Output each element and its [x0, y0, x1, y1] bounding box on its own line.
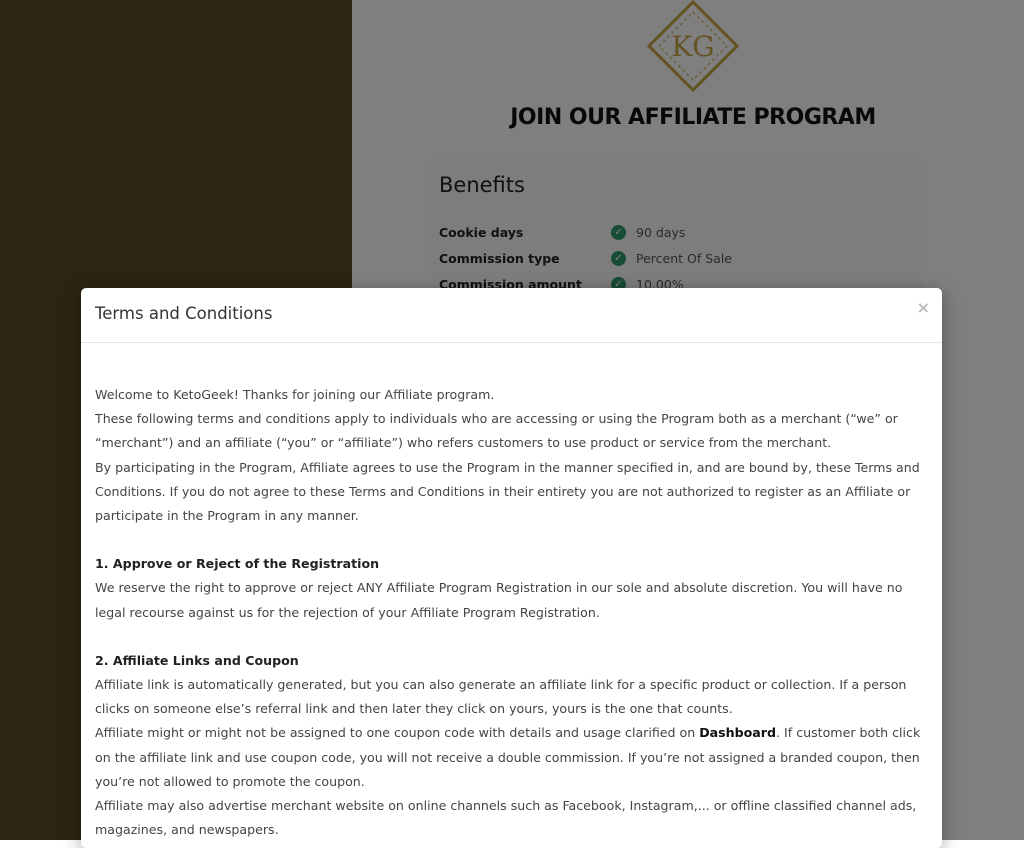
terms-paragraph: These following terms and conditions apply to individuals who are accessing or using the Program both as a merchant (“we” or “merchant”) and an affiliate (“you” or “affiliate”) who refers customers to use product or service from the merchant.: [95, 411, 898, 451]
terms-text: . If customer both click on the affiliate link and use coupon code, you will not receive a double commission. If you’re not assigned a branded coupon, then you’re not allowed to promote the coupon.: [95, 725, 921, 789]
close-icon[interactable]: ×: [916, 298, 930, 317]
modal-body: [81, 343, 942, 842]
modal-header: [81, 288, 942, 343]
terms-paragraph: By participating in the Program, Affiliate agrees to use the Program in the manner specified in, and are bound by, these Terms and Conditions. If you do not agree to these Terms and Conditions in their entirety you are not authorized to register as an Affiliate or participate in the Program in any manner.: [95, 459, 920, 524]
terms-paragraph: Affiliate may also advertise merchant website on online channels such as Facebook, Instagram,... or offline classified channel ads, magazines, and newspapers.: [95, 798, 917, 838]
terms-paragraph: We reserve the right to approve or reject ANY Affiliate Program Registration in our sole and absolute discretion. You will have no legal recourse against us for the rejection of your Affiliate Program Registration.: [95, 580, 903, 620]
terms-modal: [81, 288, 942, 848]
section-heading: 2. Affiliate Links and Coupon: [95, 652, 299, 668]
terms-paragraph: Welcome to KetoGeek! Thanks for joining our Affiliate program.: [95, 387, 495, 402]
terms-paragraph: Affiliate link is automatically generated, but you can also generate an affiliate link for a specific product or collection. If a person clicks on someone else’s referral link and then later they click on yours, yours is the one that counts.: [95, 677, 907, 717]
section-heading: 1. Approve or Reject of the Registration: [95, 556, 380, 572]
modal-title: Terms and Conditions: [95, 304, 273, 323]
terms-text: Affiliate might or might not be assigned to one coupon code with details and usage clarified on: [95, 725, 700, 741]
dashboard-link-text: Dashboard: [699, 725, 777, 741]
terms-paragraph: [95, 721, 928, 794]
